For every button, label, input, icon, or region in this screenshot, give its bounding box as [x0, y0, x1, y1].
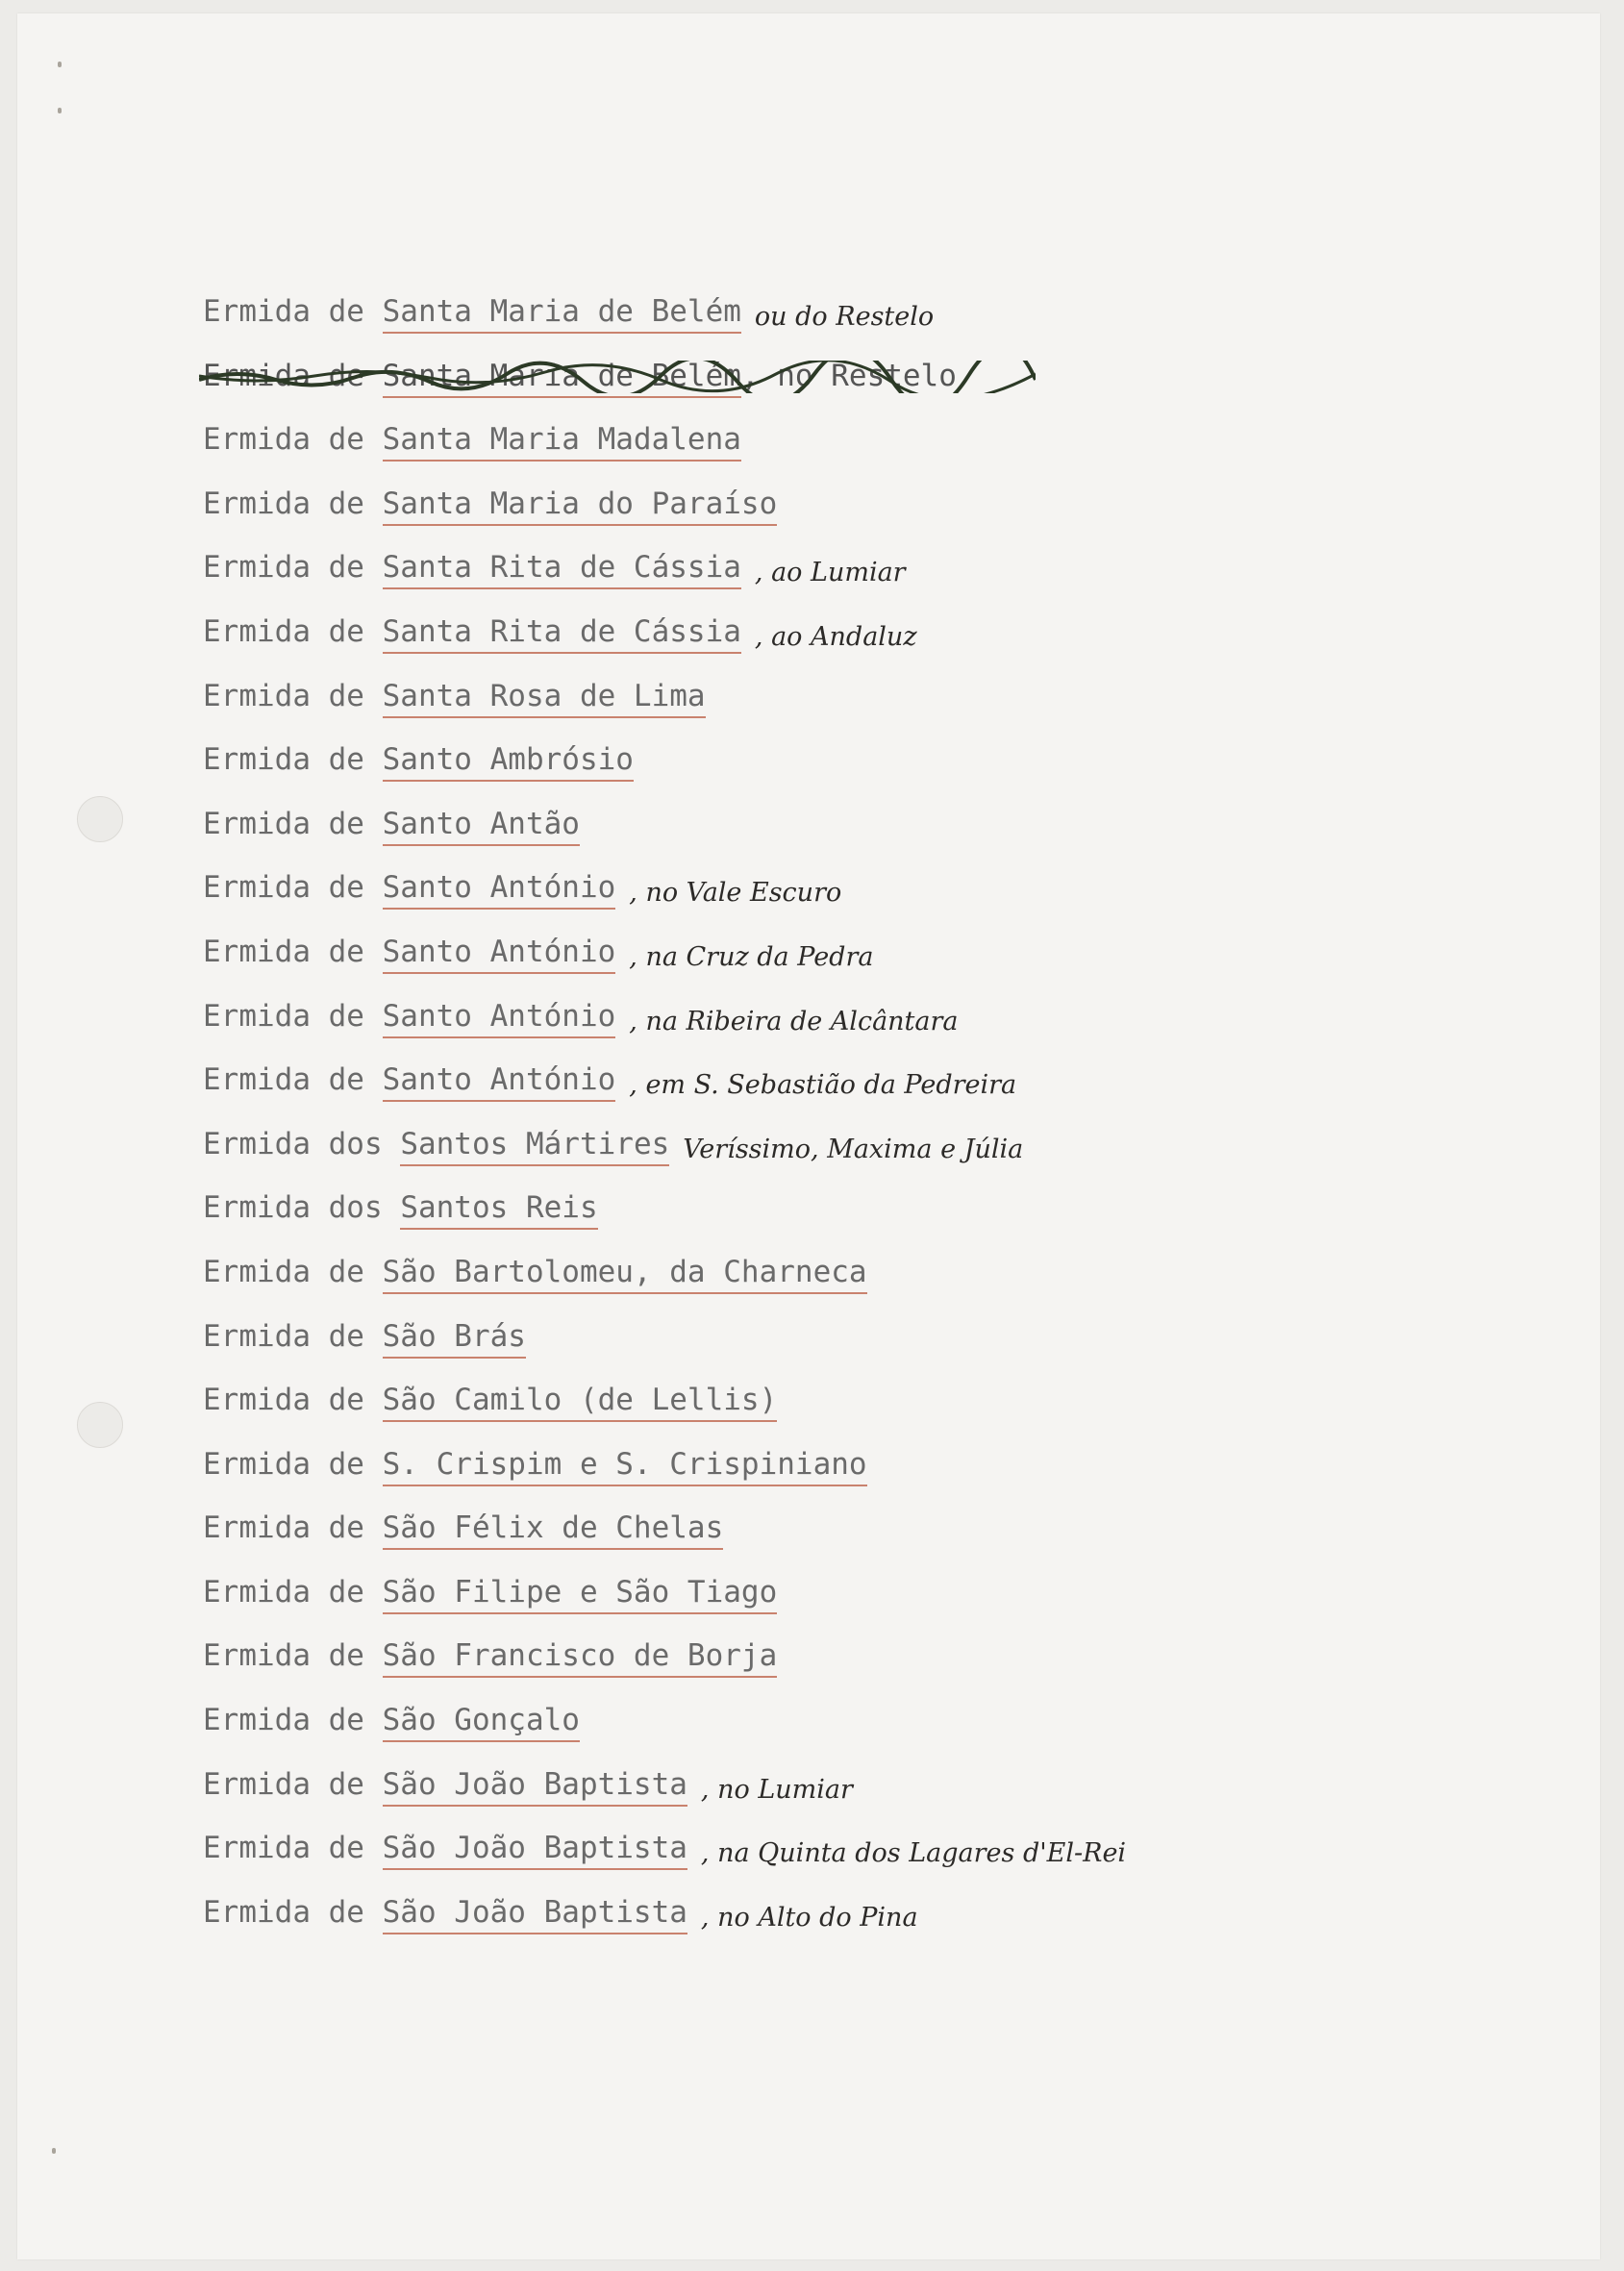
list-item	[203, 1381, 1126, 1445]
list-item	[203, 292, 1126, 357]
entry-name: São Gonçalo	[383, 1701, 580, 1742]
handwritten-note: , na Cruz da Pedra	[629, 941, 874, 972]
handwritten-note: , no Alto do Pina	[700, 1902, 918, 1933]
entry-name: Santos Mártires	[400, 1125, 669, 1166]
handwritten-note: , no Lumiar	[700, 1774, 853, 1805]
list-item	[203, 420, 1126, 485]
entry-name: Santa Maria Madalena	[383, 420, 741, 462]
list-item	[203, 1125, 1126, 1189]
entry-name: Santo António	[383, 997, 616, 1038]
list-item	[203, 1636, 1126, 1701]
list-item	[203, 933, 1126, 997]
list-item	[203, 1765, 1126, 1830]
entry-prefix: Ermida dos	[203, 1126, 401, 1161]
entry-name: Santa Rosa de Lima	[383, 677, 706, 718]
entry-prefix: Ermida de	[203, 1894, 383, 1930]
handwritten-note: , na Quinta dos Lagares d'El-Rei	[700, 1838, 1127, 1869]
entry-name: São Bartolomeu, da Charneca	[383, 1253, 867, 1294]
list-item	[203, 868, 1126, 933]
list-item-struck-out	[203, 357, 1126, 421]
entry-prefix: Ermida de	[203, 1831, 383, 1866]
paper-sheet	[17, 13, 1600, 2259]
hermitage-list	[203, 292, 1126, 1957]
list-item	[203, 1445, 1126, 1510]
entry-name: São Filipe e São Tiago	[383, 1573, 778, 1614]
list-item	[203, 1253, 1126, 1317]
entry-suffix: , no Restelo	[740, 358, 957, 393]
entry-name: Santo Antão	[383, 805, 580, 846]
entry-prefix: Ermida de	[203, 998, 383, 1034]
punch-hole-top	[77, 796, 123, 842]
list-item	[203, 1509, 1126, 1573]
handwritten-note: ou do Restelo	[754, 302, 935, 332]
list-item	[203, 997, 1126, 1061]
list-item	[203, 1188, 1126, 1253]
entry-prefix: Ermida de	[203, 422, 383, 458]
punch-hole-bottom	[77, 1402, 123, 1448]
entry-name: Santo António	[383, 933, 616, 974]
paper-mark	[52, 2148, 56, 2154]
list-item	[203, 1317, 1126, 1382]
entry-name: Santa Rita de Cássia	[383, 612, 741, 654]
entry-name: Santo António	[383, 1061, 616, 1102]
entry-prefix: Ermida de	[203, 806, 383, 841]
list-item	[203, 740, 1126, 805]
entry-prefix: Ermida de	[203, 1574, 383, 1610]
list-item	[203, 805, 1126, 869]
entry-name: Santa Maria do Paraíso	[383, 485, 778, 526]
entry-prefix: Ermida de	[203, 1766, 383, 1802]
entry-name: São Camilo (de Lellis)	[383, 1381, 778, 1422]
handwritten-note: , no Vale Escuro	[629, 878, 842, 909]
entry-name: São João Baptista	[383, 1765, 687, 1807]
entry-prefix: Ermida de	[203, 742, 383, 778]
paper-mark	[58, 62, 62, 67]
entry-prefix: Ermida de	[203, 870, 383, 906]
entry-prefix: Ermida de	[203, 1703, 383, 1738]
entry-name: Santo Ambrósio	[383, 740, 634, 782]
entry-name: São João Baptista	[383, 1829, 687, 1870]
list-item	[203, 1893, 1126, 1958]
entry-name: S. Crispim e S. Crispiniano	[383, 1445, 867, 1486]
entry-prefix: Ermida de	[203, 1318, 383, 1354]
list-item	[203, 1829, 1126, 1893]
entry-prefix: Ermida de	[203, 934, 383, 969]
handwritten-note: , em S. Sebastião da Pedreira	[629, 1070, 1017, 1101]
list-item	[203, 485, 1126, 549]
handwritten-note: , na Ribeira de Alcântara	[629, 1006, 959, 1036]
entry-name: Santa Maria de Belém	[383, 357, 741, 398]
entry-prefix: Ermida de	[203, 486, 383, 521]
entry-name: Santa Maria de Belém	[383, 292, 741, 334]
entry-name: São Félix de Chelas	[383, 1509, 724, 1550]
list-item	[203, 1061, 1126, 1125]
list-item	[203, 677, 1126, 741]
entry-name: São Brás	[383, 1317, 526, 1359]
entry-prefix: Ermida de	[203, 613, 383, 649]
list-item	[203, 548, 1126, 612]
handwritten-note: , ao Andaluz	[754, 621, 917, 652]
entry-prefix: Ermida de	[203, 294, 383, 329]
entry-name: Santos Reis	[400, 1188, 597, 1230]
paper-mark	[58, 108, 62, 113]
entry-prefix: Ermida dos	[203, 1190, 401, 1226]
entry-name: Santo António	[383, 868, 616, 910]
entry-prefix: Ermida de	[203, 1446, 383, 1482]
entry-prefix: Ermida de	[203, 358, 383, 393]
entry-name: São João Baptista	[383, 1893, 687, 1934]
entry-prefix: Ermida de	[203, 550, 383, 586]
handwritten-note: Veríssimo, Maxima e Júlia	[683, 1134, 1024, 1164]
entry-prefix: Ermida de	[203, 1254, 383, 1289]
entry-name: São Francisco de Borja	[383, 1636, 778, 1678]
list-item	[203, 1573, 1126, 1637]
entry-prefix: Ermida de	[203, 678, 383, 713]
entry-prefix: Ermida de	[203, 1638, 383, 1674]
entry-prefix: Ermida de	[203, 1510, 383, 1546]
entry-prefix: Ermida de	[203, 1383, 383, 1418]
handwritten-note: , ao Lumiar	[754, 558, 906, 588]
entry-name: Santa Rita de Cássia	[383, 548, 741, 589]
entry-prefix: Ermida de	[203, 1062, 383, 1098]
list-item	[203, 1701, 1126, 1765]
list-item	[203, 612, 1126, 677]
